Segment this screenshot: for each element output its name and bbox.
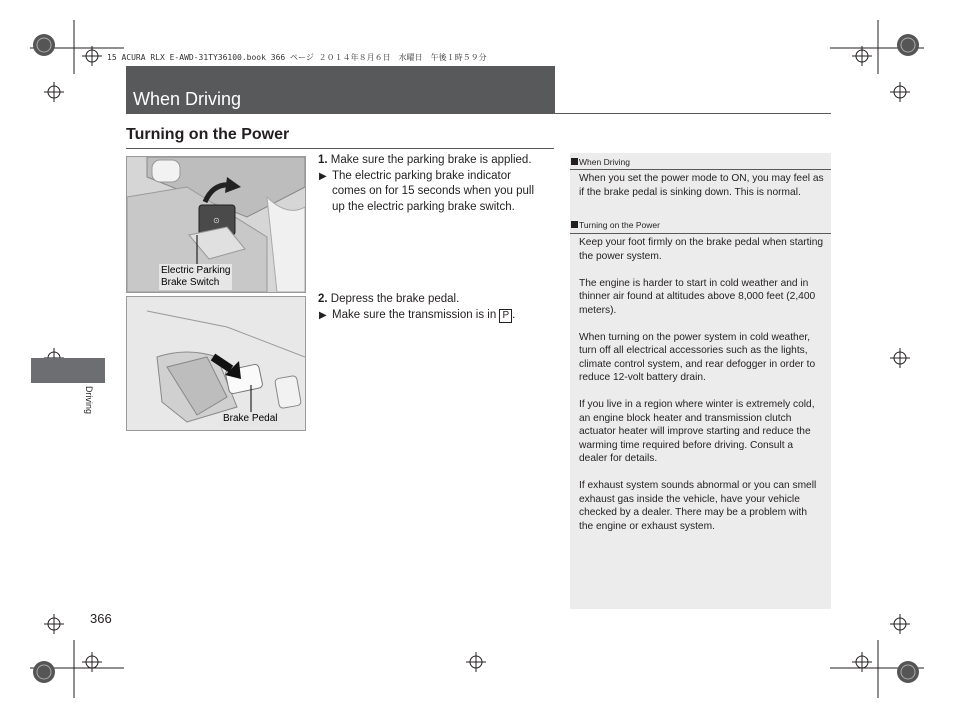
callout-line-1: Electric Parking — [161, 265, 231, 276]
step-2-sub-text: Make sure the transmission is in — [332, 308, 497, 321]
step-2-sub-period: . — [512, 308, 516, 321]
note-1-heading-text: When Driving — [579, 157, 631, 167]
section-title: Turning on the Power — [126, 126, 290, 143]
bullet-arrow-icon: ▶ — [319, 170, 327, 182]
step-2-text: Depress the brake pedal. — [330, 293, 460, 305]
step-2 — [318, 292, 554, 323]
brake-pedal-drawing — [127, 297, 305, 430]
banner-title: When Driving — [133, 89, 242, 109]
step-1-number: 1. — [318, 154, 328, 166]
note-1-heading — [571, 157, 630, 167]
note-2-body — [579, 236, 824, 547]
note-1-text: When you set the power mode to ON, you may feel as if the brake pedal is sinking down. This is normal. — [579, 173, 824, 198]
note-2-heading-text: Turning on the Power — [579, 220, 660, 230]
step-1-sub-line-3: up the electric parking brake switch. — [332, 200, 515, 213]
note-2-heading — [571, 220, 660, 230]
chapter-side-tab — [31, 358, 105, 383]
svg-text:⊙: ⊙ — [213, 216, 220, 225]
note-2-rule — [570, 233, 831, 234]
section-rule — [126, 148, 554, 149]
step-1-sub-line-1: The electric parking brake indicator — [332, 169, 511, 182]
reference-icon — [571, 158, 578, 165]
bullet-arrow-icon: ▶ — [319, 309, 327, 321]
note-2-paragraph: If you live in a region where winter is extremely cold, an engine block heater and transmission clutch actuator heater will improve starting and reduce the warming time required before driving. Consult a dealer for details. — [579, 399, 815, 464]
step-2-number: 2. — [318, 293, 328, 305]
print-header: 15 ACURA RLX E-AWD-31TY36100.book 366 ページ ２０１４年８月６日 水曜日 午後１時５９分 — [107, 53, 487, 62]
banner-rule — [555, 113, 831, 114]
note-2-paragraph: When turning on the power system in cold weather, turn off all electrical accessories such as the lights, climate control system, and rear defogger in order to reduce 12-volt battery drain. — [579, 331, 816, 383]
page-number: 366 — [90, 611, 112, 626]
brake-pedal-illustration — [126, 296, 306, 431]
reference-icon — [571, 221, 578, 228]
parking-brake-callout — [159, 264, 232, 290]
side-tab-label: Driving — [84, 386, 94, 415]
note-2-paragraph: Keep your foot firmly on the brake pedal when starting the power system. — [579, 237, 824, 262]
brake-pedal-callout: Brake Pedal — [223, 413, 278, 424]
note-2-paragraph: If exhaust system sounds abnormal or you can smell exhaust gas inside the vehicle, have your vehicle checked by a dealer. There may be a problem with the engine or exhaust system. — [579, 480, 817, 532]
notes-sidebar — [570, 153, 831, 609]
callout-line-2: Brake Switch — [161, 277, 220, 288]
step-1-text: Make sure the parking brake is applied. — [330, 154, 532, 166]
step-1 — [318, 153, 554, 215]
note-1-rule — [570, 169, 831, 170]
note-2-paragraph: The engine is harder to start in cold weather and in thinner air found at altitudes above 8,000 feet (2,400 meters). — [579, 277, 816, 316]
step-1-sub-line-2: comes on for 15 seconds when you pull — [332, 185, 535, 197]
park-gear-symbol: P — [499, 309, 512, 323]
parking-brake-illustration — [126, 156, 306, 293]
